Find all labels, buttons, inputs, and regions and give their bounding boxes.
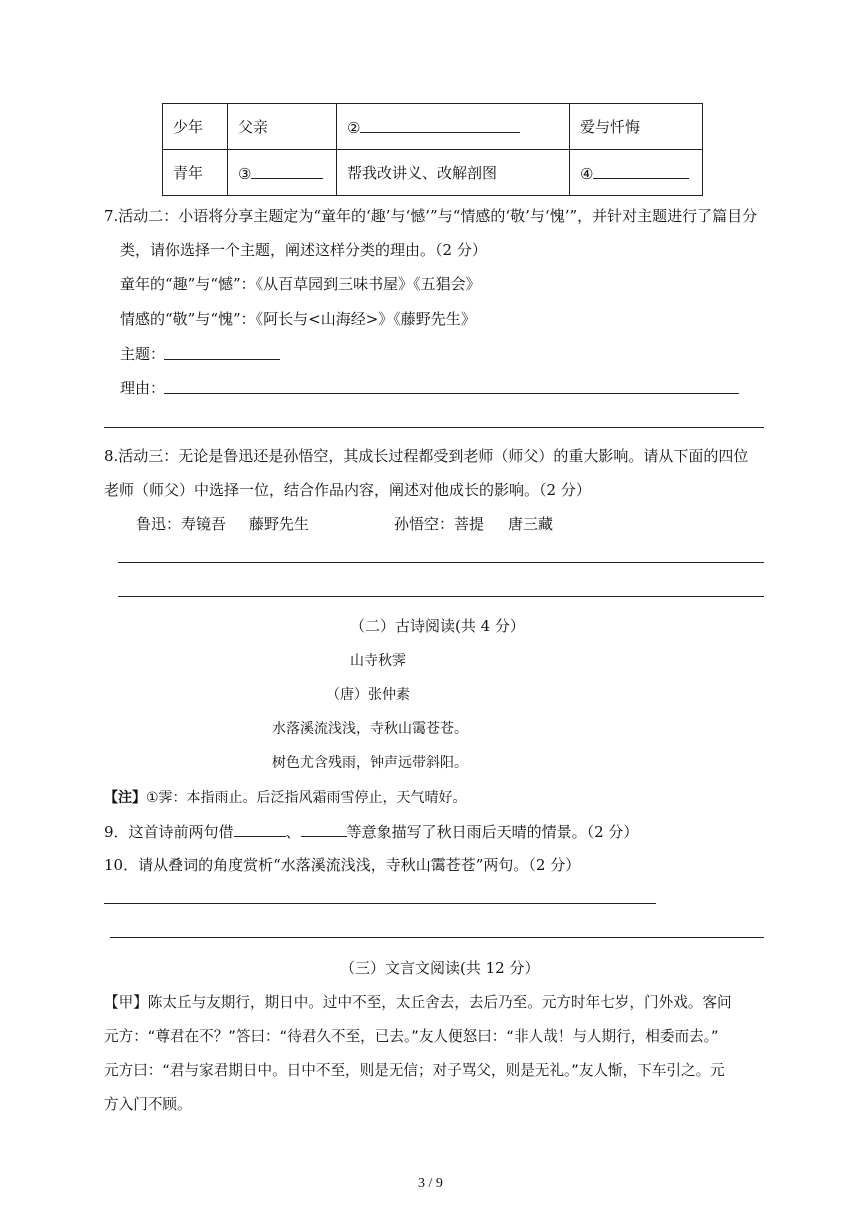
q7-line: 7.活动二：小语将分享主题定为“童年的‘趣’与‘憾’”与“情感的‘敬’与‘愧’”，并针对主题进行了篇目分 xyxy=(104,207,758,225)
reason-answer-line[interactable] xyxy=(164,393,739,394)
page-number: 3 / 9 xyxy=(418,1176,443,1191)
section-heading: （二）古诗阅读(共 4 分） xyxy=(350,617,525,635)
teacher-option: 唐三藏 xyxy=(508,515,554,533)
answer-line[interactable] xyxy=(118,596,764,597)
section-heading: （三）文言文阅读(共 12 分） xyxy=(340,959,540,977)
summary-table xyxy=(162,103,703,196)
q7-line: 类，请你选择一个主题，阐述这样分类的理由。（2 分） xyxy=(120,241,487,259)
note xyxy=(104,787,467,807)
answer-blank[interactable] xyxy=(360,116,520,133)
classical-text-line: 【甲】陈太丘与友期行，期日中。过中不至，太丘舍去，去后乃至。元方时年七岁，门外戏。客问 xyxy=(104,994,732,1011)
teacher-option: 藤野先生 xyxy=(249,515,310,533)
answer-line[interactable] xyxy=(104,427,764,428)
table-row xyxy=(163,150,703,196)
answer-line[interactable] xyxy=(104,903,656,904)
answer-blank[interactable] xyxy=(251,162,323,179)
teacher-option: 孙悟空：菩提 xyxy=(394,515,485,533)
classical-text-line: 方入门不顾。 xyxy=(104,1096,192,1113)
answer-line[interactable] xyxy=(118,562,764,563)
answer-blank[interactable] xyxy=(301,820,347,837)
classical-text-line: 元方：“尊君在不？”答曰：“待君久不至，已去。”友人便怒曰：“非人哉！与人期行，相委而去。” xyxy=(104,1028,719,1045)
answer-blank[interactable] xyxy=(593,162,689,179)
classical-text-line: 元方曰：“君与家君期日中。日中不至，则是无信；对子骂父，则是无礼。”友人惭，下车引之。元 xyxy=(104,1062,725,1079)
q9-text: 、 xyxy=(285,823,301,841)
poem-line: 水落溪流浅浅，寺秋山霭苍苍。 xyxy=(272,721,468,737)
answer-blank[interactable] xyxy=(234,820,286,837)
circled-number: ② xyxy=(347,119,361,137)
note-bracket: 【注】 xyxy=(104,790,146,806)
table-cell[interactable] xyxy=(570,150,703,196)
table-cell[interactable] xyxy=(228,150,337,196)
table-cell: 帮我改讲义、改解剖图 xyxy=(337,150,570,196)
q8-line: 8.活动三：无论是鲁迅还是孙悟空，其成长过程都受到老师（师父）的重大影响。请从下面的四位 xyxy=(104,447,749,465)
theme-label: 主题： xyxy=(120,345,166,363)
table-cell: 爱与忏悔 xyxy=(570,104,703,150)
table-cell: 少年 xyxy=(163,104,228,150)
circled-number: ④ xyxy=(580,165,594,183)
note-text: ①霁：本指雨止。后泛指风霜雨雪停止，天气晴好。 xyxy=(146,790,467,806)
table-row xyxy=(163,104,703,150)
teacher-option: 鲁迅：寿镜吾 xyxy=(136,515,227,533)
q9-text: 等意象描写了秋日雨后天晴的情景。（2 分） xyxy=(346,823,639,841)
table-cell: 父亲 xyxy=(228,104,337,150)
theme-answer-line[interactable] xyxy=(164,359,280,360)
q8-line: 老师（师父）中选择一位，结合作品内容，阐述对他成长的影响。（2 分） xyxy=(104,481,591,499)
q7-line: 童年的“趣”与“憾”：《从百草园到三味书屋》《五猖会》 xyxy=(120,275,481,293)
q7-line: 情感的“敬”与“愧”：《阿长与<山海经>》《藤野先生》 xyxy=(120,310,476,328)
q10-line: 10．请从叠词的角度赏析“水落溪流浅浅，寺秋山霭苍苍”两句。（2 分） xyxy=(104,856,581,874)
circled-number: ③ xyxy=(238,165,252,183)
table-cell: 青年 xyxy=(163,150,228,196)
poem-line: 树色尤含残雨，钟声远带斜阳。 xyxy=(272,755,468,771)
reason-label: 理由： xyxy=(120,379,166,397)
poem-author: （唐）张仲素 xyxy=(326,687,410,703)
answer-line[interactable] xyxy=(110,937,764,938)
q9-text: 9．这首诗前两句借 xyxy=(104,823,234,841)
poem-title: 山寺秋霁 xyxy=(350,653,406,669)
table-cell[interactable] xyxy=(337,104,570,150)
q9-line xyxy=(104,820,638,842)
